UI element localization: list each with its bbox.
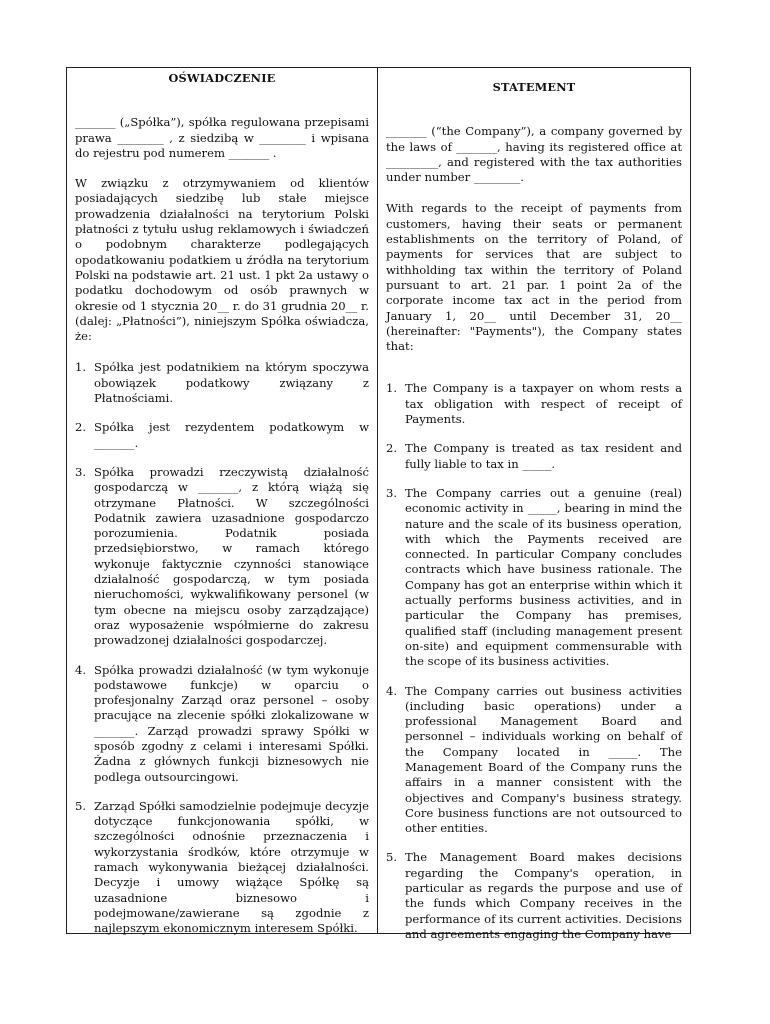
list-item (75, 799, 369, 937)
item-text: The Company carries out business activities (including basic operations) under a professional Management Board and personnel – individuals working on behalf of the Company located in _____. The Management Board of the Company runs the affairs in a manner consistent with the objectives and Company's business strategy. Core business functions are not outsourced to other entities. (405, 683, 682, 836)
english-column (378, 68, 690, 941)
polish-title: OŚWIADCZENIE (168, 71, 276, 85)
english-body: With regards to the receipt of payments from customers, having their seats or permanent establishments on the territory of Poland, of payments for services that are subject to withholding tax within the territory of Poland pursuant to art. 21 par. 1 point 2a of the corporate income tax act in the period from January 1, 20__ until December 31, 20__ (hereinafter: "Payments"), the Company states that: (386, 201, 682, 354)
item-text: The Management Board makes decisions regarding the Company's operation, in particular as regards the purpose and use of the funds which Company receives in the performance of its current activities. Decisions and agreements engaging the Company have (405, 850, 682, 941)
item-number: 3. (386, 485, 398, 500)
list-item (75, 420, 369, 451)
list-item (386, 850, 682, 942)
item-number: 1. (386, 381, 398, 396)
list-item (75, 465, 369, 649)
item-number: 1. (75, 360, 87, 375)
item-number: 4. (386, 683, 398, 698)
polish-column (67, 68, 378, 936)
polish-intro: _______ („Spółka”), spółka regulowana przepisami prawa ________ , z siedzibą w ________ i wpisana do rejestru pod numerem _______ . (75, 115, 369, 160)
item-text: Zarząd Spółki samodzielnie podejmuje decyzje dotyczące funkcjonowania spółki, w szczególności odnośnie przeznaczenia i wykorzystania środków, które otrzymuje w ramach wykonywania bieżącej działalności. Decyzje i umowy wiążące Spółkę są uzasadnione biznesowo i podejmowane/zawierane są zgodnie z najlepszym ekonomicznym interesem Spółki. (94, 798, 369, 936)
item-text: The Company carries out a genuine (real) economic activity in _____, bearing in mind the nature and the scale of its business operation, with which the Payments received are connected. In particular Company concludes contracts which have business rationale. The Company has got an enterprise within which it actually performs business activities, and in particular the Company has premises, qualified staff (including management present on-site) and equipment commensurable with the scope of its business activities. (405, 485, 682, 669)
list-item (75, 663, 369, 785)
item-number: 2. (75, 420, 87, 435)
item-number: 5. (75, 798, 87, 813)
polish-list (75, 360, 369, 936)
english-intro: _______ (“the Company”), a company governed by the laws of _______, having its registered office at _________, and registered with the tax authorities under number ________. (386, 124, 682, 185)
item-text: The Company is treated as tax resident and fully liable to tax in _____. (405, 441, 682, 471)
item-text: Spółka jest rezydentem podatkowym w _______. (94, 420, 369, 450)
list-item (75, 360, 369, 406)
bilingual-statement-table (66, 67, 691, 941)
item-text: The Company is a taxpayer on whom rests a tax obligation with respect of receipt of Payments. (405, 381, 682, 427)
list-item (386, 684, 682, 837)
item-text: Spółka prowadzi rzeczywistą działalność gospodarczą w _______, z którą wiążą się otrzymane Płatności. W szczególności Podatnik zawiera uzasadnione gospodarczo porozumienia. Podatnik posiada przedsiębiorstwo, w ramach którego wykonuje faktycznie czynności stanowiące działalność gospodarczą, w tym posiada nieruchomości, wykwalifikowany personel (w tym obecne na miejscu osoby zarządzające) oraz wyposażenie współmierne do zakresu prowadzonej działalności gospodarczej. (94, 464, 369, 648)
list-item (386, 486, 682, 670)
list-item (386, 441, 682, 472)
item-number: 3. (75, 464, 87, 479)
item-text: Spółka jest podatnikiem na którym spoczywa obowiązek podatkowy związany z Płatnościami. (94, 360, 369, 406)
polish-body: W związku z otrzymywaniem od klientów posiadających siedzibę lub stałe miejsce prowadzenia działalności na terytorium Polski płatności z tytułu usług reklamowych i świadczeń o podobnym charakterze podlegających opodatkowaniu podatkiem u źródła na terytorium Polski na podstawie art. 21 ust. 1 pkt 2a ustawy o podatku dochodowym od osób prawnych w okresie od 1 stycznia 20__ r. do 31 grudnia 20__ r. (dalej: „Płatności”), niniejszym Spółka oświadcza, że: (75, 176, 369, 344)
item-number: 5. (386, 850, 398, 865)
english-title: STATEMENT (492, 80, 576, 94)
english-list (386, 381, 682, 942)
item-number: 4. (75, 662, 87, 677)
item-text: Spółka prowadzi działalność (w tym wykonuje podstawowe funkcje) w oparciu o profesjonalny Zarząd oraz personel – osoby pracujące na zlecenie spółki zlokalizowane w _______. Zarząd prowadzi sprawy Spółki w sposób zgodny z celami i interesami Spółki. Żadna z głównych funkcji biznesowych nie podlega outsourcingowi. (94, 662, 369, 784)
item-number: 2. (386, 441, 398, 456)
list-item (386, 381, 682, 427)
